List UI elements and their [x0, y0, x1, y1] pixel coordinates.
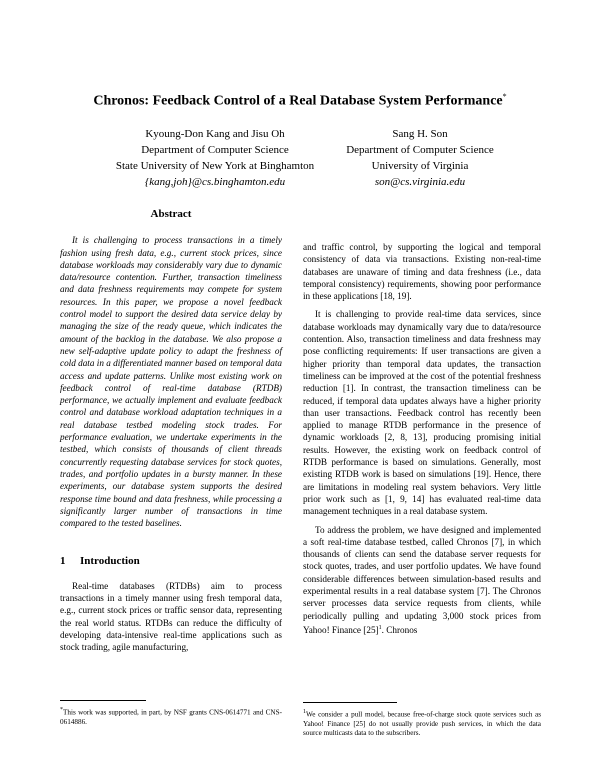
paper-title: [0, 92, 600, 110]
author-affiliation: University of Virginia: [371, 160, 469, 172]
footnote-rule-right: [303, 702, 397, 703]
author-affiliation: State University of New York at Binghamton: [115, 160, 315, 172]
right-column: [303, 241, 541, 642]
author-email: son@cs.virginia.edu: [374, 176, 466, 188]
author-names: Kyoung-Don Kang and Jisu Oh: [145, 128, 285, 140]
intro-paragraph-1-continued: and traffic control, by supporting the logical and temporal consistency of data via transactions. Existing non-real-time databases are unaware of timing and data freshness (i.e., data temporal consistency) requirements, showing poor performance in these applications [18, 19].: [303, 242, 541, 302]
intro-paragraph-1: Real-time databases (RTDBs) aim to process transactions in a timely manner using fresh temporal data, e.g., current stock prices or traffic sensor data, representing the real world status. RTDBs can reduce the difficulty of developing data-intensive real-time applications such as stock trading, agile manufacturing,: [60, 580, 282, 653]
footnote-rule-left: [60, 700, 146, 701]
section-number: 1: [60, 555, 66, 568]
abstract-text: It is challenging to process transactions in a timely fashion using fresh data, e.g., current stock prices, since database workloads may considerably vary due to dynamic data/resource contention. Further, transaction timeliness and data freshness requirements may compete for system resources. In this paper, we propose a novel feedback control model to support the desired data service delay by managing the size of the ready queue, which indicates the amount of the backlog in the database. We also propose a new self-adaptive update policy to adapt the freshness of cold data in a differentiated manner based on temporal data access and update patterns. Unlike most existing work on feedback control of real-time database (RTDB) performance, we actually implement and evaluate feedback control and database workload adaptation techniques in a real database testbed modeling stock trades. For performance evaluation, we undertake experiments in the testbed, which consists of thousands of client threads concurrently requesting database services for stock quotes, trades, and portfolio updates in a bursty manner. In these experiments, our database system supports the desired response time bound and data freshness, while processing a significantly larger number of transactions in time compared to the tested baselines.: [60, 235, 282, 529]
footnote-mark: *: [60, 707, 63, 713]
author-department: Department of Computer Science: [346, 144, 494, 156]
author-block-right: [325, 126, 515, 190]
footnote-right: [303, 708, 541, 739]
author-department: Department of Computer Science: [141, 144, 289, 156]
author-email: {kang,joh}@cs.binghamton.edu: [144, 176, 286, 188]
footnote-left: [60, 706, 282, 727]
author-names: Sang H. Son: [392, 128, 448, 140]
intro-paragraph-3-end: . Chronos: [381, 624, 418, 635]
title-footnote-mark: *: [502, 92, 507, 101]
footnote-text: This work was supported, in part, by NSF grants CNS-0614771 and CNS-0614886.: [60, 708, 282, 726]
section-heading-introduction: [60, 555, 282, 567]
author-block-left: [100, 126, 330, 190]
intro-paragraph-2: It is challenging to provide real-time data services, since database workloads may dynamically vary due to data/resource contention. Also, transaction timeliness and data freshness may pose conflicting requirements: If user transactions are given a higher priority than temporal data updates, the transaction timeliness can be improved at the cost of the potential freshness reduction [1]. In contrast, the transaction timeliness can be reduced, if temporal data updates always have a higher priority than user transactions. Feedback control has recently been applied to manage RTDB performance in the presence of dynamic workloads [2, 8, 13], producing promising initial results. However, the existing work on feedback control of RTDB performance is based on simulations. Generally, most existing RTDB work is based on simulations [19]. Hence, there are limitations in modeling real system behaviors. Very little prior work such as [1, 9, 14] has evaluated real-time data management techniques in a real database system.: [303, 309, 541, 517]
intro-paragraph-3-text: To address the problem, we have designed and implemented a soft real-time database testbed, called Chronos [7], in which thousands of clients can send the database server requests for stock quotes, trades, and user portfolio updates. We have found considerable differences between simulation-based results and experimental results in a real database system [7]. The Chronos server processes data service requests from clients, while periodically pulling and updating 3,000 stock prices from Yahoo! Finance [25]: [303, 524, 541, 635]
footnote-ref-1: 1: [378, 624, 382, 631]
section-title: Introduction: [80, 555, 140, 568]
footnote-mark: 1: [303, 709, 306, 715]
footnote-text: We consider a pull model, because free-of-charge stock quote services such as Yahoo! Finance [25] do not usually provide push services, in which the data source multicasts data to the subscribers.: [303, 710, 541, 738]
paper-title-text: Chronos: Feedback Control of a Real Database System Performance: [93, 93, 503, 109]
intro-paragraph-3: [303, 524, 541, 637]
left-column: [60, 208, 282, 660]
abstract-heading: Abstract: [150, 208, 192, 220]
